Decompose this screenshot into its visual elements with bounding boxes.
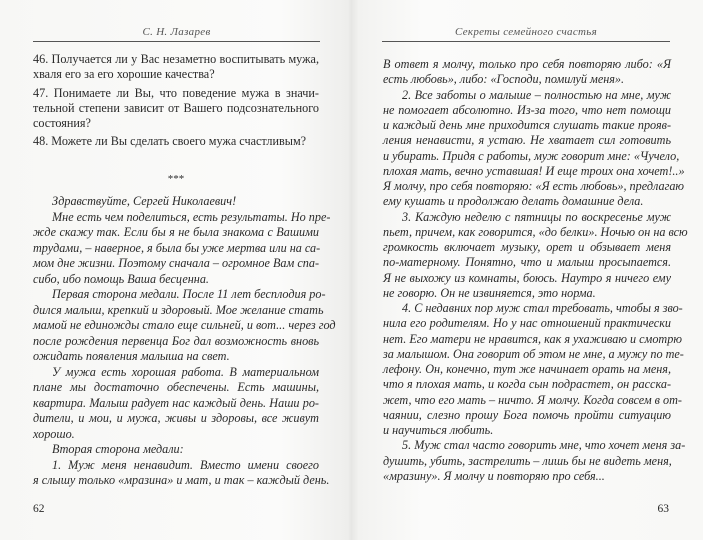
paragraph — [33, 134, 319, 149]
text-line: 3. Каждую неделю с пятницы по воскресенье муж — [402, 209, 671, 224]
text-line: «мразину». Я молчу и повторяю про себя... — [383, 468, 605, 483]
text-line: ожидать появления малыша на свет. — [33, 349, 230, 363]
paragraph — [383, 57, 671, 88]
text-line: и каждый день мне приходится слушать такие прояв- — [383, 118, 671, 132]
page-number: 63 — [657, 503, 669, 515]
text-line: ления ненависти, я устаю. Не хватает сил готовить — [383, 133, 671, 148]
text-line: состояния? — [33, 116, 91, 131]
paragraph — [33, 457, 330, 489]
text-line: нет. Его матери не нравится, как я ухаживаю и смотрю — [383, 331, 682, 346]
text-line: 4. С недавних пор муж стал требовать, чтобы я зво- — [402, 301, 683, 315]
questions-list — [33, 52, 319, 150]
right-page — [352, 0, 703, 540]
text-line: плохая мать, вечно уставшая! И еще троих она хочет!..» — [383, 163, 685, 178]
text-line: душить, убить, застрелить – лишь бы не видеть меня, — [383, 453, 672, 468]
text-line: и научиться любить. — [383, 423, 494, 437]
text-line: 47. Понимаете ли Вы, что поведение мужа в значи- — [33, 85, 319, 100]
text-line: дился малыш, крепкий и здоровый. Мое желание стать — [33, 302, 324, 317]
text-line: У мужа есть хорошая работа. В материальном — [52, 364, 319, 379]
text-line: трудами, – наверное, я была бы уже мертва или на са- — [33, 240, 321, 255]
text-line: за малышом. Она говорит об этом не мне, а мужу по те- — [383, 346, 684, 361]
text-line: лефону. Он, конечно, тут же начинает орать на меня, — [383, 362, 671, 376]
text-line: квартира. Малыш радует нас каждый день. Наши ро- — [33, 395, 319, 410]
running-head-author: С. Н. Лазарев — [142, 26, 211, 38]
letter-text — [383, 57, 688, 484]
text-line: Здравствуйте, Сергей Николаевич! — [52, 194, 237, 208]
text-line: после рождения первенца Бог дал возможность вновь — [33, 333, 319, 348]
paragraph — [383, 438, 686, 484]
section-separator: *** — [167, 173, 185, 185]
text-line: мамой не единожды стало еще сильней, и вот... через год — [33, 318, 336, 332]
text-line: есть любовь», либо: «Господи, помилуй меня». — [383, 72, 625, 87]
text-line: 5. Муж стал часто говорить мне, что хочет меня за- — [402, 438, 686, 453]
header-rule — [382, 41, 670, 42]
text-line: по-матерному. Понятно, что и малыш просыпается. — [383, 255, 671, 270]
text-line: сибо, ибо помощь Ваша бесценна. — [33, 271, 209, 286]
text-line: хорошо. — [33, 426, 75, 441]
paragraph — [33, 86, 319, 132]
text-line: Я молчу, про себя повторяю: «Я есть любовь», предлагаю — [383, 179, 685, 193]
text-line: громкость включает музыку, орет и обзывает меня — [383, 240, 671, 254]
text-line: жде скажу так. Если бы я не была знакома с Вашими — [33, 225, 319, 239]
left-page — [0, 0, 351, 540]
text-line: ему кушать и продолжаю делать домашние дела. — [383, 194, 644, 209]
text-line: чаянии, слезно прошу Бога помочь пройти ситуацию — [383, 407, 671, 422]
paragraph — [33, 287, 336, 365]
letter-text — [33, 194, 336, 489]
text-line: В ответ я молчу, только про себя повторяю либо: «Я — [383, 57, 671, 71]
text-line: 2. Все заботы о малыше – полностью на мне, муж — [402, 87, 671, 102]
text-line: дители, и мои, и мужа, живы и здоровы, все живут — [33, 411, 319, 425]
paragraph — [33, 209, 331, 288]
text-line: Вторая сторона медали: — [52, 442, 184, 456]
text-line: плане мы достаточно обеспечены. Есть машины, — [33, 380, 319, 394]
text-line: пьет, причем, как говорится, «до белки». Ночью он на всю — [383, 224, 688, 239]
paragraph — [33, 442, 319, 458]
text-line: тельной степени зависит от Вашего подсознательного — [33, 100, 319, 115]
text-line: 48. Можете ли Вы сделать своего мужа счастливым? — [33, 134, 307, 149]
text-line: я слышу только «мразина» и мат, и так – каждый день. — [33, 473, 330, 487]
page-number: 62 — [33, 503, 45, 515]
text-line: не помогает абсолютно. Из-за того, что нет помощи — [383, 102, 671, 117]
header-rule — [33, 41, 320, 42]
text-line: хваля его за его хорошие качества? — [33, 67, 215, 82]
paragraph — [383, 209, 688, 302]
text-line: не говорю. Он не извиняется, это норма. — [383, 285, 596, 300]
text-line: 1. Муж меня ненавидит. Вместо имени своего — [52, 457, 319, 472]
paragraph — [33, 365, 319, 443]
text-line: Первая сторона медали. После 11 лет бесплодия ро- — [52, 287, 326, 301]
text-line: и убирать. Придя с работы, муж говорит мне: «Чучело, — [383, 148, 680, 163]
text-line: жет, что его мать – ничто. Я молчу. Когда совсем в от- — [383, 392, 682, 407]
paragraph — [383, 87, 685, 210]
text-line: что я плохая мать, и когда сын подрастет, он расска- — [383, 377, 671, 392]
paragraph — [33, 52, 319, 83]
text-line: Мне есть чем поделиться, есть результаты. Но пре- — [52, 209, 331, 224]
running-head-title: Секреты семейного счастья — [455, 26, 597, 38]
paragraph — [33, 194, 319, 210]
text-line: нила его родителям. Но у нас отношений практически — [383, 316, 671, 331]
paragraph — [383, 301, 684, 438]
text-line: 46. Получается ли у Вас незаметно воспитывать мужа, — [33, 52, 319, 66]
text-line: мом дне жизни. Поэтому сначала – огромное Вам спа- — [33, 256, 319, 270]
text-line: Я не выхожу из комнаты, боюсь. Наутро я ничего ему — [383, 270, 671, 285]
